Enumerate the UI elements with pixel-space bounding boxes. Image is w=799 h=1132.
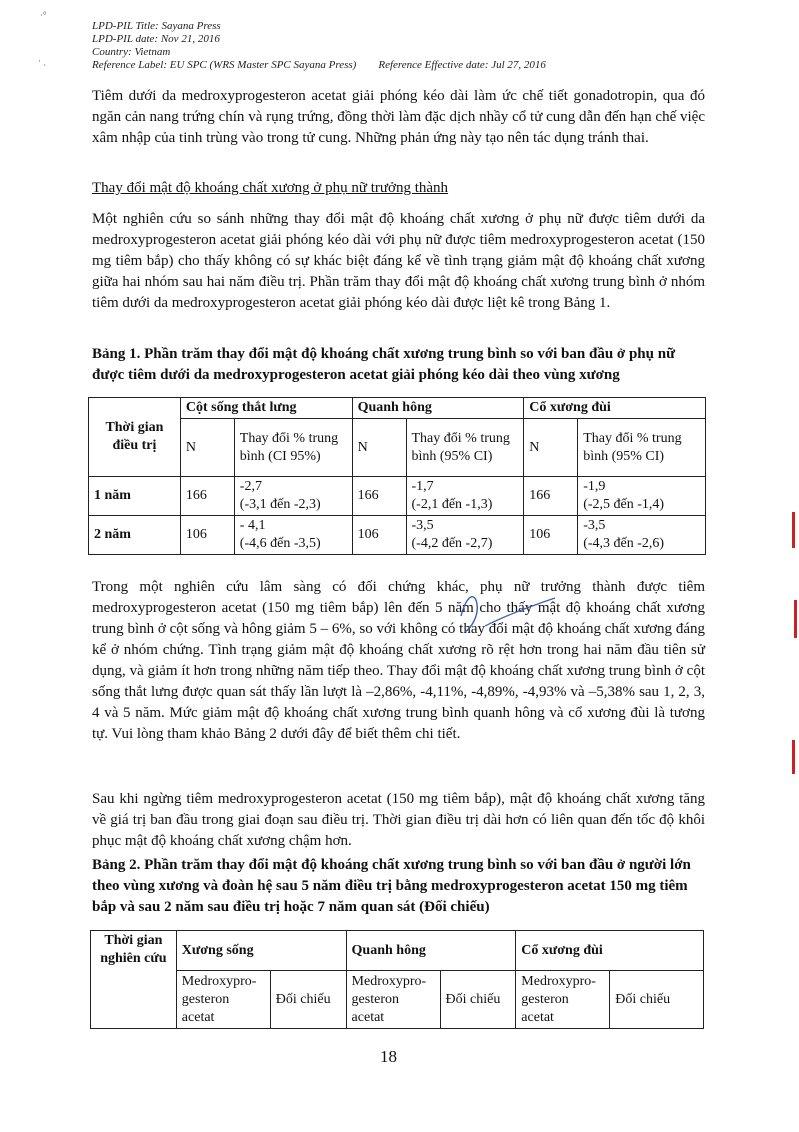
table2-period-header: Thời gian nghiên cứu — [91, 931, 177, 1029]
paragraph-mechanism: Tiêm dưới da medroxyprogesteron acetat giải phóng kéo dài làm ức chế tiết gonadotropin, qua đó ngăn cản nang trứng chín và rụng trứng, đồng thời làm đặc dịch nhầy cổ tử cung dẫn đến hạn chế việc xâm nhập của tinh trùng vào trong tử cung. Những phản ứng này tạo nên tác dụng tránh thai. — [92, 88, 705, 146]
table1-n: 166 — [180, 477, 234, 516]
table1-n-header: N — [524, 419, 578, 477]
table1-ci: (-2,1 đến -1,3) — [411, 497, 493, 512]
table1-ci: (-3,1 đến -2,3) — [239, 497, 321, 512]
table1-row-2-years — [89, 516, 706, 555]
table1-ci: (-4,2 đến -2,7) — [411, 536, 493, 551]
table1-group-femoral-neck: Cổ xương đùi — [524, 398, 706, 419]
table2 — [90, 930, 704, 1029]
table1-period: 1 năm — [89, 477, 181, 516]
table1-change — [406, 516, 524, 555]
table1-caption: Bảng 1. Phần trăm thay đổi mật độ khoáng chất xương trung bình so với ban đầu ở phụ nữ được tiêm dưới da medroxyprogesteron acetat giải phóng kéo dài theo vùng xương — [92, 346, 676, 383]
header-title: LPD-PIL Title: Sayana Press — [92, 20, 221, 32]
document-header — [92, 20, 546, 72]
table2-sub-header-row — [91, 971, 704, 1029]
table2-control-header: Đối chiếu — [440, 971, 516, 1029]
table1-period: 2 năm — [89, 516, 181, 555]
paragraph-controlled-study: Trong một nghiên cứu lâm sàng có đối chứng khác, phụ nữ trưởng thành được tiêm medroxyprogesteron acetat (150 mg tiêm bắp) lên đến 5 năm cho thấy mật độ khoáng chất xương trung bình ở cột sống và hông giảm 5 – 6%, so với không có thay đổi mật độ khoáng chất xương đáng kể ở nhóm chứng. Tình trạng giảm mật độ khoáng chất xương rõ rệt hơn trong hai năm đầu tiên sử dụng, và giảm ít hơn trong những năm tiếp theo. Thay đổi mật độ khoáng chất xương trung bình ở cột sống thắt lưng được quan sát thấy lần lượt là –2,86%, -4,11%, -4,89%, -4,93% và –5,38% sau 1, 2, 3, 4 và 5 năm. Mức giảm mật độ khoáng chất xương trung bình quanh hông và cổ xương đùi là tương tự. Vui lòng tham khảo Bảng 2 dưới đây để biết thêm chi tiết. — [92, 579, 705, 742]
table2-group-femoral-neck: Cổ xương đùi — [516, 931, 704, 971]
table1-n-header: N — [352, 419, 406, 477]
table1-change — [234, 516, 352, 555]
table1-change — [578, 477, 706, 516]
table1-n: 106 — [352, 516, 406, 555]
table1-change-header: Thay đổi % trung bình (95% CI) — [406, 419, 524, 477]
table1-change-header: Thay đổi % trung bình (95% CI) — [578, 419, 706, 477]
table1-group-hip: Quanh hông — [352, 398, 524, 419]
red-stamp-edge-mark — [792, 740, 795, 774]
table1-mean: -1,7 — [411, 479, 434, 494]
header-reference-label: Reference Label: EU SPC (WRS Master SPC Sayana Press) — [92, 59, 357, 71]
pen-annotation-scribble — [455, 586, 565, 636]
table2-control-header: Đối chiếu — [270, 971, 346, 1029]
table1-group-lumbar: Cột sống thắt lưng — [180, 398, 352, 419]
table1-change — [406, 477, 524, 516]
table2-group-spine: Xương sống — [176, 931, 346, 971]
header-reference-date: Reference Effective date: Jul 27, 2016 — [378, 59, 546, 71]
table1-mean: -3,5 — [583, 518, 606, 533]
scan-speck: · ˎ — [38, 56, 47, 66]
red-stamp-edge-mark — [794, 600, 797, 638]
table1-period-header: Thời gian điều trị — [89, 398, 181, 477]
table1-n-header: N — [180, 419, 234, 477]
table2-caption: Bảng 2. Phần trăm thay đổi mật độ khoáng chất xương trung bình so với ban đầu ở người lớn theo vùng xương và đoàn hệ sau 5 năm điều trị bằng medroxyprogesteron acetat 150 mg tiêm bắp và sau 2 năm sau điều trị hoặc 7 năm quan sát (Đối chiếu) — [92, 857, 691, 915]
red-stamp-edge-mark — [792, 512, 795, 548]
table1-mean: -2,7 — [239, 479, 262, 494]
table1-mean: -1,9 — [583, 479, 606, 494]
section-heading: Thay đổi mật độ khoáng chất xương ở phụ nữ trưởng thành — [92, 180, 449, 196]
table2-group-hip: Quanh hông — [346, 931, 516, 971]
table1-n: 166 — [352, 477, 406, 516]
table2-group-header-row — [91, 931, 704, 971]
header-country: Country: Vietnam — [92, 46, 171, 58]
table1-ci: (-2,5 đến -1,4) — [583, 497, 665, 512]
table1 — [88, 397, 706, 555]
table1-mean: -3,5 — [411, 518, 434, 533]
paragraph-study-comparison: Một nghiên cứu so sánh những thay đổi mật độ khoáng chất xương ở phụ nữ được tiêm dưới da medroxyprogesteron acetat giải phóng kéo dài với phụ nữ được tiêm medroxyprogesteron acetat (150 mg tiêm bắp) cho thấy không có sự khác biệt đáng kể về tình trạng giảm mật độ khoáng chất xương giữa hai nhóm sau hai năm điều trị. Phần trăm thay đổi mật độ khoáng chất xương trung bình ở nhóm tiêm dưới da medroxyprogesteron acetat giải phóng kéo dài được liệt kê trong Bảng 1. — [92, 211, 705, 311]
table1-mean: - 4,1 — [239, 518, 266, 533]
table1-ci: (-4,3 đến -2,6) — [583, 536, 665, 551]
table1-change-header: Thay đổi % trung bình (CI 95%) — [234, 419, 352, 477]
table1-change — [578, 516, 706, 555]
table1-n: 166 — [524, 477, 578, 516]
table1-ci: (-4,6 đến -3,5) — [239, 536, 321, 551]
table1-change — [234, 477, 352, 516]
header-reference — [92, 59, 546, 72]
table1-sub-header-row — [89, 419, 706, 477]
paragraph-recovery: Sau khi ngừng tiêm medroxyprogesteron acetat (150 mg tiêm bắp), mật độ khoáng chất xương tăng về giá trị ban đầu trong giai đoạn sau điều trị. Thời gian điều trị dài hơn có liên quan đến tốc độ khôi phục mật độ khoáng chất xương chậm hơn. — [92, 791, 705, 849]
table1-n: 106 — [524, 516, 578, 555]
header-date: LPD-PIL date: Nov 21, 2016 — [92, 33, 220, 45]
table1-n: 106 — [180, 516, 234, 555]
table1-group-header-row — [89, 398, 706, 419]
table1-row-1-year — [89, 477, 706, 516]
page-number: 18 — [380, 1047, 397, 1066]
table2-control-header: Đối chiếu — [610, 971, 704, 1029]
scan-speck: ·° — [40, 10, 47, 20]
table2-drug-header: Medroxypro-gesteron acetat — [346, 971, 440, 1029]
table2-drug-header: Medroxypro-gesteron acetat — [516, 971, 610, 1029]
table2-drug-header: Medroxypro-gesteron acetat — [176, 971, 270, 1029]
